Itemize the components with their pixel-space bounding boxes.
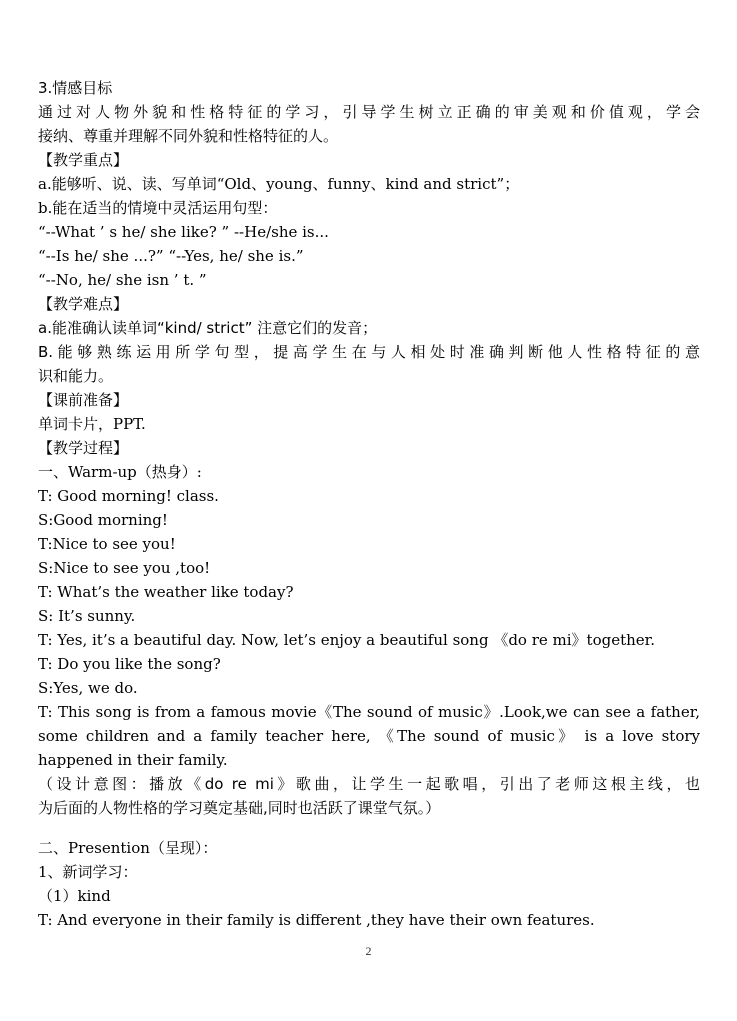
paragraph-line: 接纳、尊重并理解不同外貌和性格特征的人。 bbox=[38, 127, 339, 145]
dialogue-line: T: Do you like the song? bbox=[38, 655, 221, 673]
subsection-heading-presentation: 二、Presention（呈现）： bbox=[38, 839, 218, 857]
section-heading-difficulties: 【教学难点】 bbox=[38, 295, 129, 313]
dialogue-line: T: Good morning! class. bbox=[38, 487, 219, 505]
subsection-heading-warm-up: 一、Warm-up（热身）: bbox=[38, 463, 202, 481]
design-intent-note: 为后面的人物性格的学习奠定基础,同时也活跃了课堂气氛。） bbox=[38, 799, 441, 817]
section-heading-emotional-goals: 3.情感目标 bbox=[38, 79, 113, 97]
dialogue-line: T: This song is from a famous movie《The sound of music》.Look,we can see a father, bbox=[38, 703, 700, 721]
paragraph-line: 通过对人物外貌和性格特征的学习，引导学生树立正确的审美观和价值观，学会 bbox=[38, 103, 700, 121]
vocabulary-item: （1）kind bbox=[38, 887, 111, 905]
dialogue-line: T: Yes, it’s a beautiful day. Now, let’s enjoy a beautiful song 《do re mi》together. bbox=[38, 631, 655, 649]
sentence-pattern-line: “--What ’ s he/ she like? ” --He/she is... bbox=[38, 223, 329, 241]
dialogue-line: S:Yes, we do. bbox=[38, 679, 138, 697]
paragraph-line: a.能准确认读单词“kind/ strict” 注意它们的发音； bbox=[38, 319, 378, 337]
section-heading-preparation: 【课前准备】 bbox=[38, 391, 129, 409]
dialogue-line: S: It’s sunny. bbox=[38, 607, 136, 625]
section-heading-process: 【教学过程】 bbox=[38, 439, 129, 457]
paragraph-line: b.能在适当的情境中灵活运用句型： bbox=[38, 199, 278, 217]
paragraph-line: 识和能力。 bbox=[38, 367, 114, 385]
design-intent-note: （设计意图：播放《do re mi》歌曲，让学生一起歌唱，引出了老师这根主线，也 bbox=[38, 775, 700, 793]
dialogue-line: S:Nice to see you ,too! bbox=[38, 559, 211, 577]
paragraph-line: a.能够听、说、读、写单词“Old、young、funny、kind and strict”； bbox=[38, 175, 520, 193]
paragraph-line: 单词卡片，PPT. bbox=[38, 415, 146, 433]
dialogue-line: T: What’s the weather like today? bbox=[38, 583, 294, 601]
dialogue-line: happened in their family. bbox=[38, 751, 228, 769]
dialogue-line: some children and a family teacher here, 《The sound of music》 is a love story bbox=[38, 727, 700, 745]
paragraph-line: B.能够熟练运用所学句型，提高学生在与人相处时准确判断他人性格特征的意 bbox=[38, 343, 700, 361]
dialogue-line: T: And everyone in their family is different ,they have their own features. bbox=[38, 911, 595, 929]
sentence-pattern-line: “--No, he/ she isn ’ t. ” bbox=[38, 271, 207, 289]
dialogue-line: T:Nice to see you! bbox=[38, 535, 176, 553]
section-heading-key-points: 【教学重点】 bbox=[38, 151, 129, 169]
subsection-heading-new-words: 1、新词学习： bbox=[38, 863, 138, 881]
page-number: 2 bbox=[365, 944, 372, 958]
sentence-pattern-line: “--Is he/ she ...?” “--Yes, he/ she is.” bbox=[38, 247, 304, 265]
dialogue-line: S:Good morning! bbox=[38, 511, 168, 529]
